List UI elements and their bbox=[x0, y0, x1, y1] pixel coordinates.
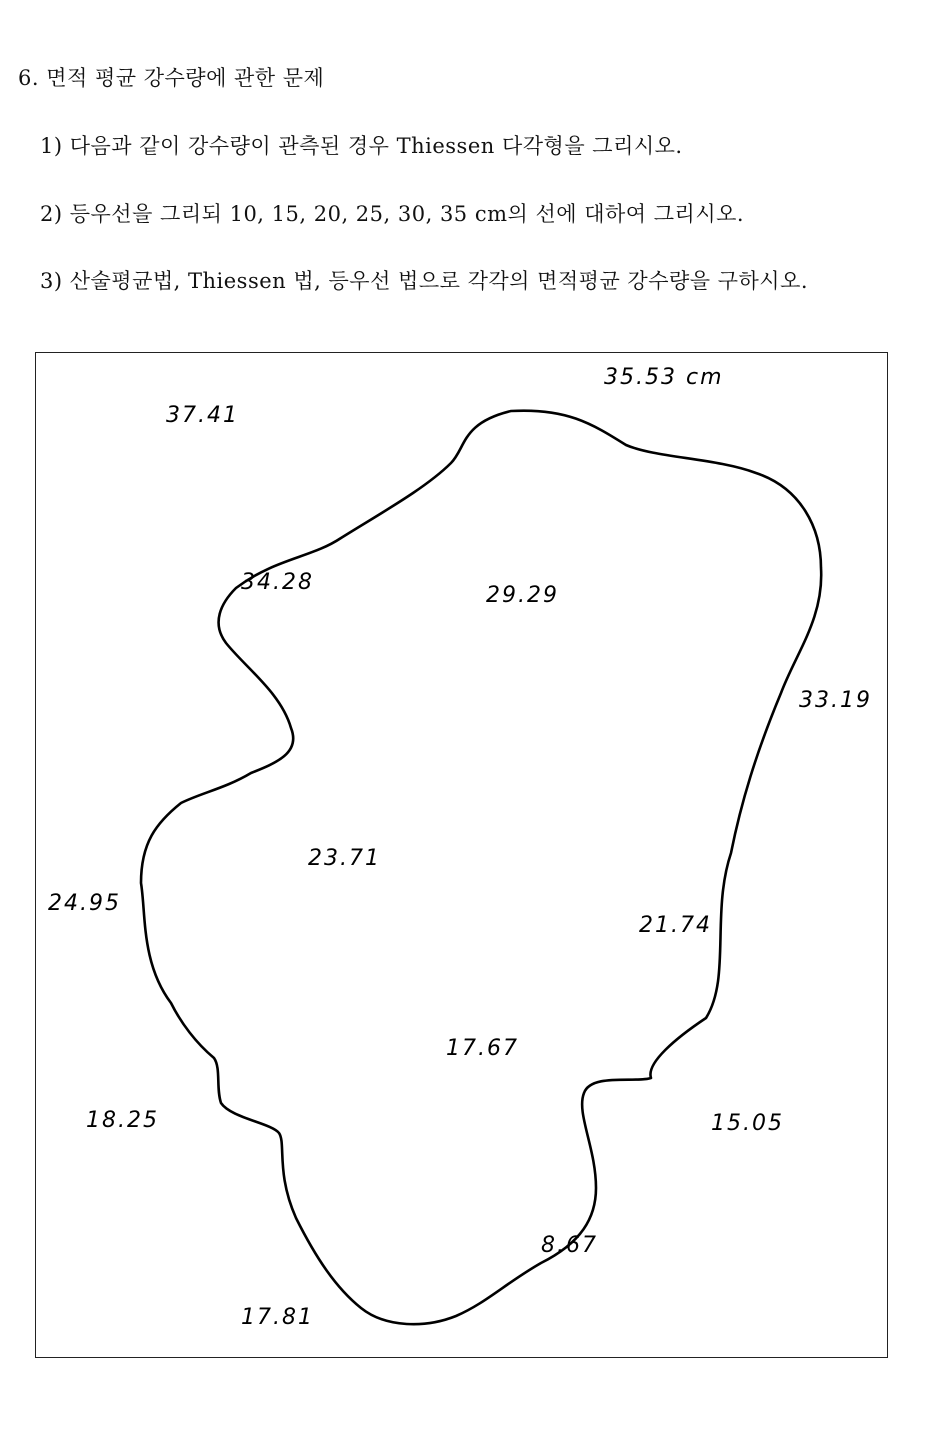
station-label-34-28: 34.28 bbox=[241, 570, 314, 595]
station-label-15-05: 15.05 bbox=[711, 1111, 784, 1136]
question-item-3: 3) 산술평균법, Thiessen 법, 등우선 법으로 각각의 면적평균 강수량을 구하시오. bbox=[40, 269, 809, 293]
watershed-map bbox=[35, 352, 888, 1358]
question-item-1: 1) 다음과 같이 강수량이 관측된 경우 Thiessen 다각형을 그리시오. bbox=[40, 134, 683, 158]
station-label-17-81: 17.81 bbox=[241, 1305, 314, 1330]
station-label-24-95: 24.95 bbox=[48, 891, 121, 916]
station-label-37-41: 37.41 bbox=[166, 403, 239, 428]
station-label-18-25: 18.25 bbox=[86, 1108, 159, 1133]
station-label-17-67: 17.67 bbox=[446, 1036, 519, 1061]
watershed-boundary bbox=[141, 411, 821, 1325]
station-label-21-74: 21.74 bbox=[639, 913, 712, 938]
station-label-33-19: 33.19 bbox=[799, 688, 872, 713]
station-label-35-53: 35.53 cm bbox=[604, 365, 724, 390]
watershed-boundary-drawing bbox=[36, 353, 889, 1359]
station-label-8-67: 8.67 bbox=[541, 1233, 598, 1258]
station-label-23-71: 23.71 bbox=[308, 846, 381, 871]
question-title: 6. 면적 평균 강수량에 관한 문제 bbox=[18, 66, 325, 90]
question-item-2: 2) 등우선을 그리되 10, 15, 20, 25, 30, 35 cm의 선에 대하여 그리시오. bbox=[40, 202, 745, 226]
station-label-29-29: 29.29 bbox=[486, 583, 559, 608]
